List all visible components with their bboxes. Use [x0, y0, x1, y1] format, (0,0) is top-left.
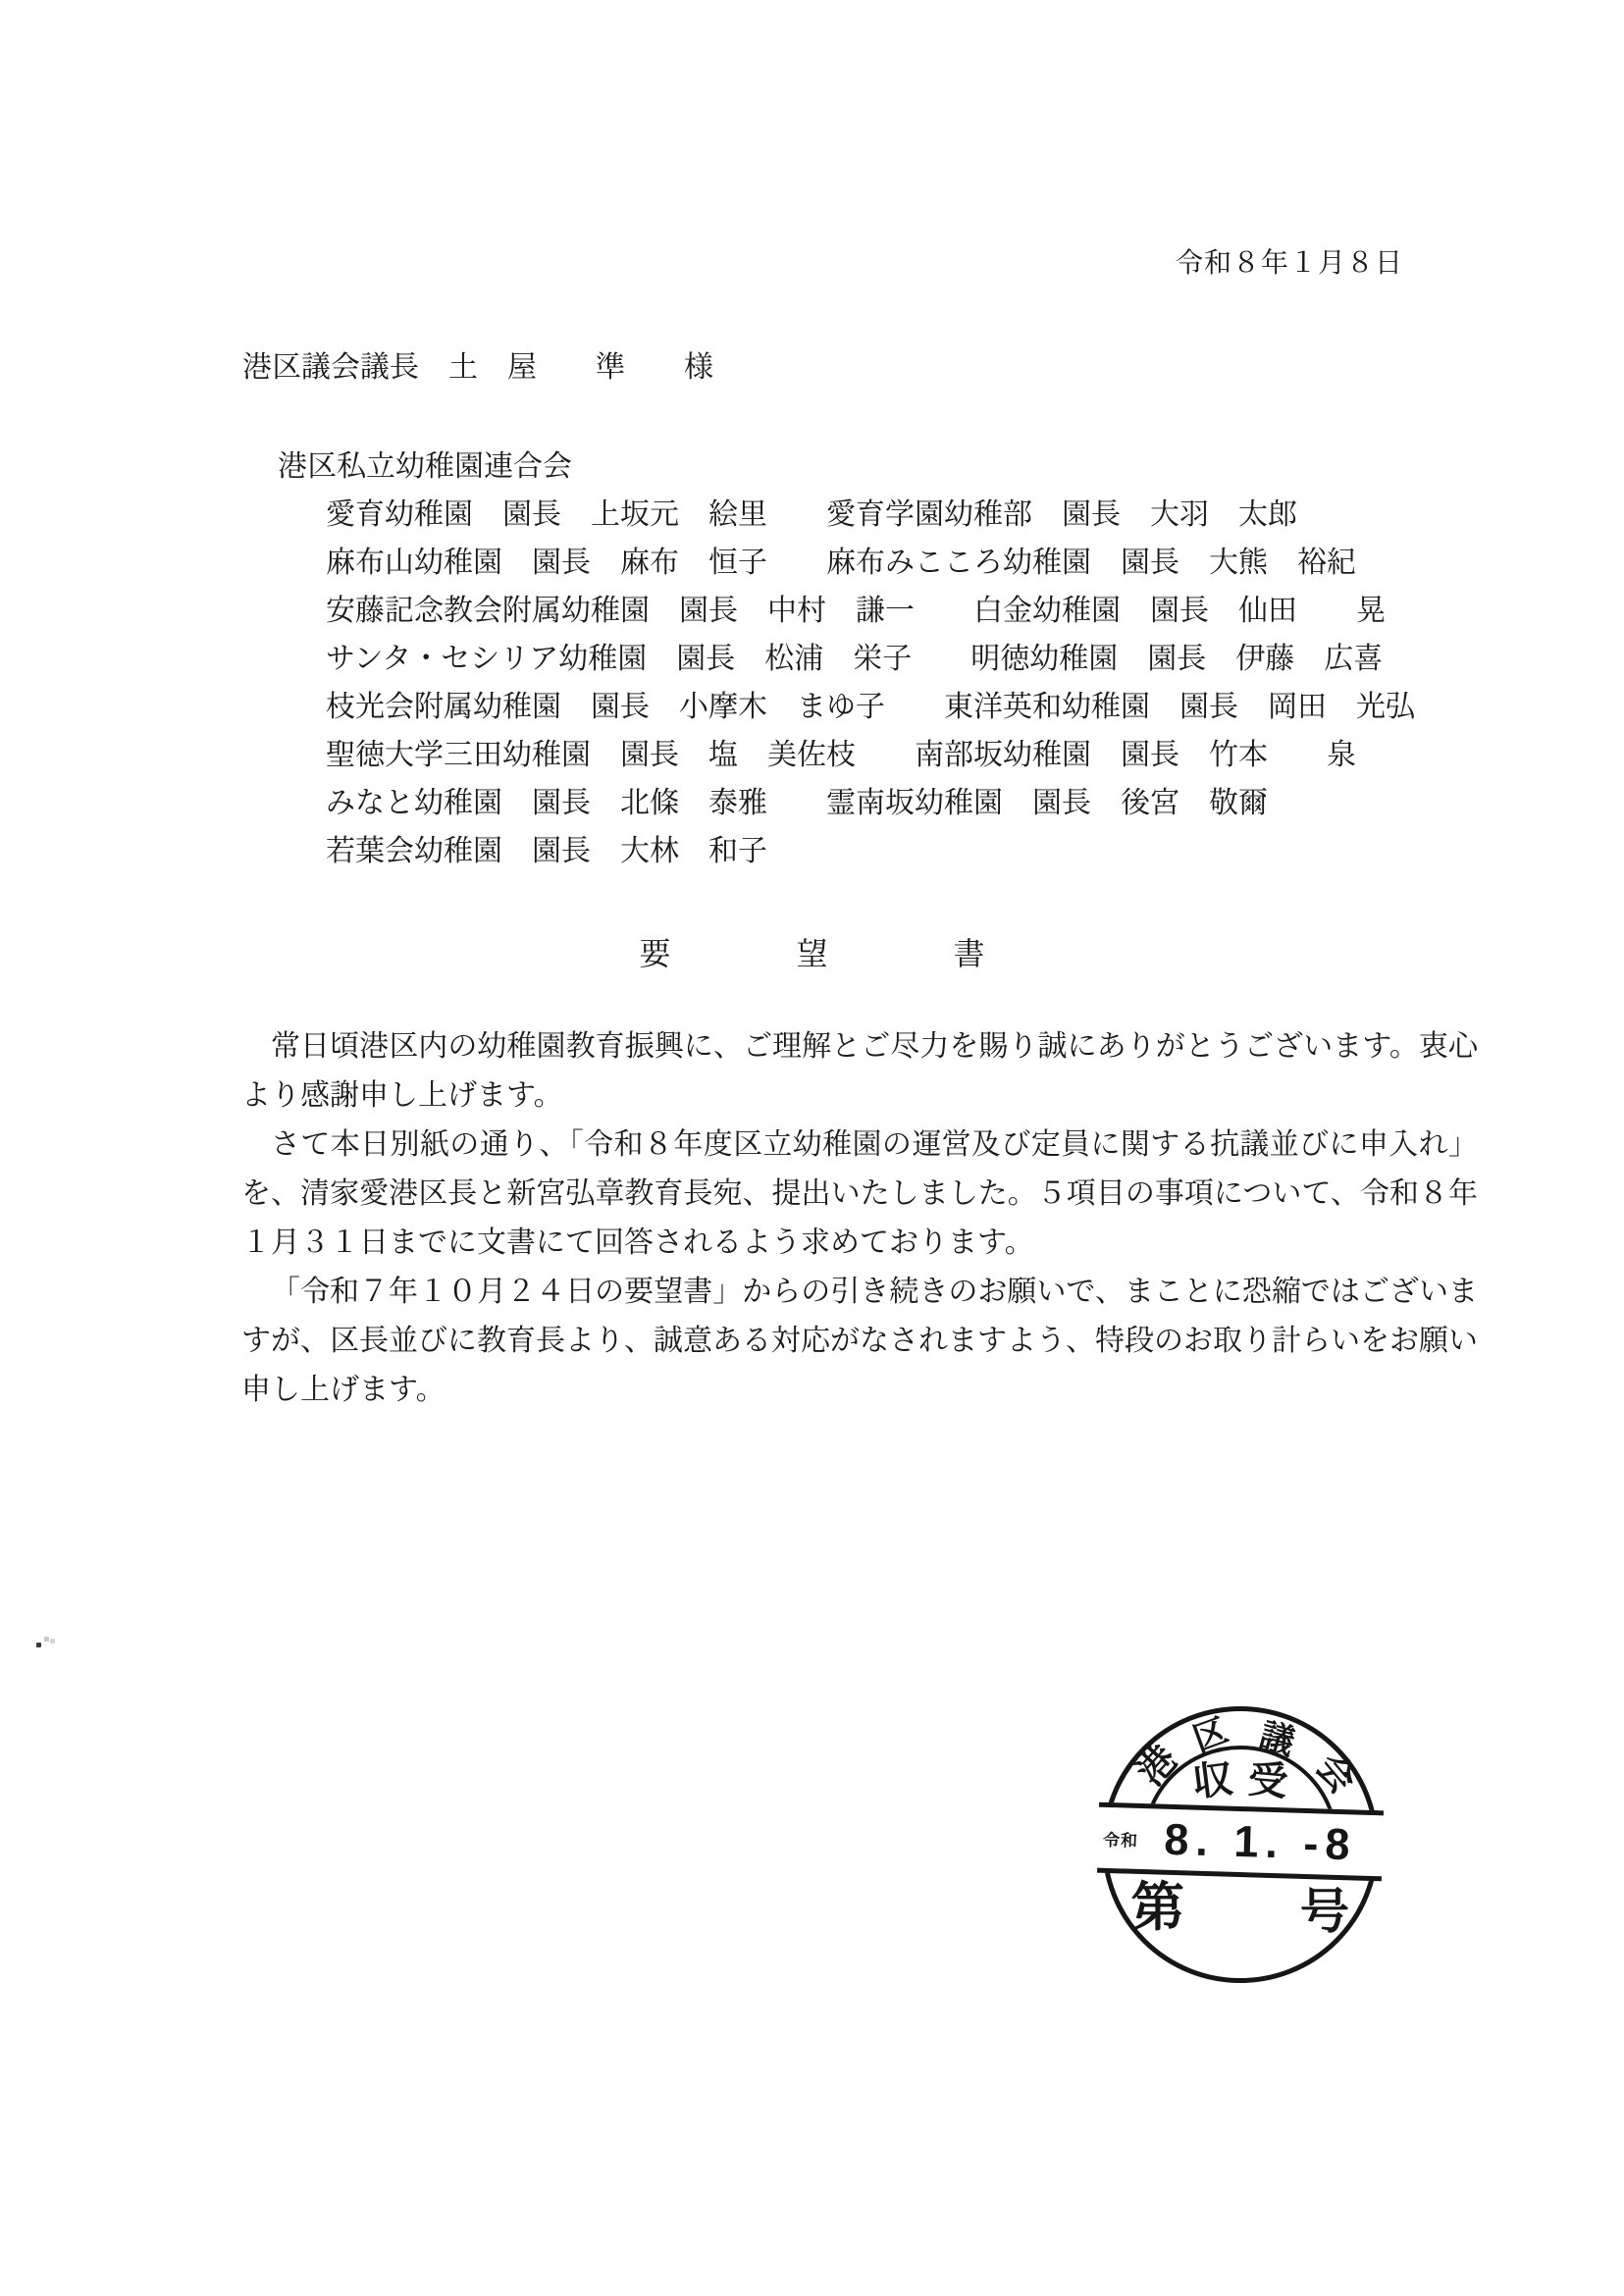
receipt-stamp: [1102, 1706, 1379, 1983]
scan-speck: [36, 1643, 41, 1647]
stamp-date-band: [1097, 1802, 1384, 1882]
letter-body: [241, 1022, 1478, 1415]
signatory-row-3: 安藤記念教会附属幼稚園 園長 中村 謙一 白金幼稚園 園長 仙田 晃: [326, 595, 1386, 627]
signatory-row-8: 若葉会幼稚園 園長 大林 和子: [326, 835, 767, 867]
body-paragraph-2: さて本日別紙の通り、「令和８年度区立幼稚園の運営及び定員に関する抗議並びに申入れ」を、清家愛港区長と新宮弘章教育長宛、提出いたしました。５項目の事項について、令和８年１月３１日までに文書にて回答されるよう求めております。: [241, 1128, 1478, 1259]
stamp-era-label: 令和: [1102, 1830, 1139, 1851]
signatory-row-6: 聖徳大学三田幼稚園 園長 塩 美佐枝 南部坂幼稚園 園長 竹本 泉: [326, 739, 1356, 771]
stamp-received-label: [1102, 1755, 1379, 1805]
signatory-row-1: 愛育幼稚園 園長 上坂元 絵里 愛育学園幼稚部 園長 大羽 太郎: [326, 498, 1297, 531]
sender-organization: 港区私立幼稚園連合会: [278, 450, 572, 483]
stamp-date-value: 8. 1. -8: [1163, 1813, 1358, 1870]
signatory-list: [326, 491, 1415, 875]
letter-date: 令和８年１月８日: [1175, 248, 1403, 279]
body-paragraph-3: 「令和７年１０月２４日の要望書」からの引き続きのお願いで、まことに恐縮ではございますが、区長並びに教育長より、誠意ある対応がなされますよう、特段のお取り計らいをお願い申し上げます。: [241, 1276, 1478, 1406]
signatory-row-7: みなと幼稚園 園長 北條 泰雅 霊南坂幼稚園 園長 後宮 敬爾: [326, 787, 1268, 819]
signatory-row-4: サンタ・セシリア幼稚園 園長 松浦 栄子 明徳幼稚園 園長 伊藤 広喜: [326, 643, 1384, 675]
stamp-ring-char-kai: 会: [1307, 1746, 1364, 1802]
signatory-row-2: 麻布山幼稚園 園長 麻布 恒子 麻布みこころ幼稚園 園長 大熊 裕紀: [326, 547, 1356, 579]
stamp-received-char-1: 収: [1190, 1755, 1235, 1805]
stamp-ring-char-gi: 議: [1255, 1715, 1299, 1763]
stamp-received-char-2: 受: [1246, 1756, 1289, 1804]
stamp-number-prefix: 第: [1131, 1878, 1184, 1937]
stamp-number-suffix: 号: [1300, 1884, 1349, 1939]
body-paragraph-1: 常日頃港区内の幼稚園教育振興に、ご理解とご尽力を賜り誠にありがとうございます。衷心より感謝申し上げます。: [241, 1030, 1478, 1112]
signatory-row-5: 枝光会附属幼稚園 園長 小摩木 まゆ子 東洋英和幼稚園 園長 岡田 光弘: [326, 691, 1415, 723]
stamp-ring-char-minato: 港: [1129, 1738, 1186, 1795]
document-title: 要 望 書: [639, 936, 985, 971]
stamp-ring-char-ku: 区: [1187, 1711, 1233, 1759]
addressee-line: 港区議会議長 土 屋 準 様: [242, 351, 713, 384]
